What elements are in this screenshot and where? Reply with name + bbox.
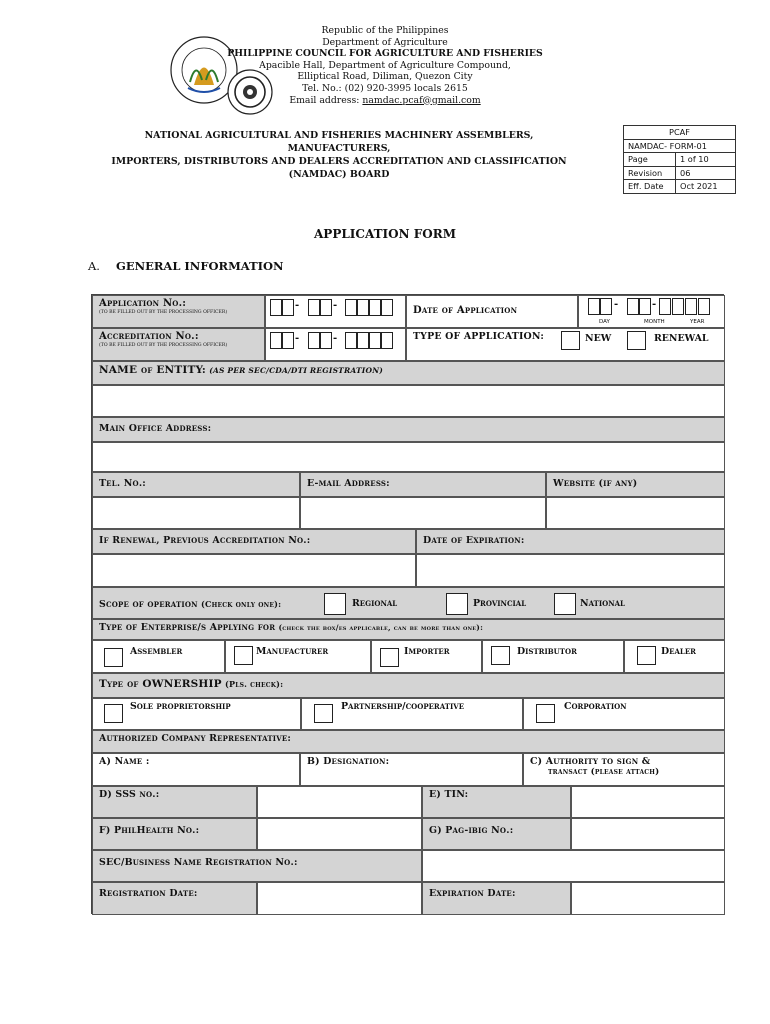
regional-checkbox[interactable]	[324, 593, 346, 615]
application-no-digit[interactable]	[308, 299, 320, 316]
doc-revision-label: Revision	[624, 166, 676, 180]
doc-page-value: 1 of 10	[676, 153, 736, 167]
authorized-rep-label: Authorized Company Representative:	[99, 733, 292, 744]
scope-label: Scope of operation	[99, 599, 198, 610]
email-address-input[interactable]	[300, 497, 546, 529]
corporation-label: Corporation	[564, 701, 627, 712]
pagibig-label-cell	[422, 818, 571, 850]
date-of-expiration-input[interactable]	[416, 554, 725, 587]
tin-label: E) TIN:	[429, 789, 469, 800]
prev-accreditation-label-cell	[92, 529, 416, 554]
rep-designation-label: B) Designation:	[307, 756, 390, 767]
accreditation-no-digit[interactable]	[369, 332, 381, 349]
enterprise-label: Type of Enterprise/s Applying for	[99, 622, 276, 633]
scope-note: (Check only one):	[201, 599, 282, 609]
national-checkbox[interactable]	[554, 593, 576, 615]
header-line: PHILIPPINE COUNCIL FOR AGRICULTURE AND FISHERIES	[227, 48, 543, 60]
form-title: APPLICATION FORM	[314, 227, 456, 241]
application-no-digit[interactable]	[381, 299, 393, 316]
header-line: Tel. No.: (02) 920-3995 locals 2615	[302, 82, 468, 94]
main-office-address-label: Main Office Address:	[99, 423, 212, 434]
application-no-digit[interactable]	[345, 299, 357, 316]
application-no-digit[interactable]	[357, 299, 369, 316]
pagibig-label: G) Pag-ibig No.:	[429, 825, 514, 836]
accreditation-no-digit[interactable]	[282, 332, 294, 349]
day-digit[interactable]	[588, 298, 600, 315]
document-info-table	[623, 125, 736, 194]
website-label: Website (if any)	[553, 478, 638, 489]
day-digit[interactable]	[600, 298, 612, 315]
expiration-date-label-cell	[422, 882, 571, 915]
registration-date-label: Registration Date:	[99, 888, 198, 899]
accreditation-no-digit[interactable]	[357, 332, 369, 349]
section-title: GENERAL INFORMATION	[116, 259, 284, 273]
doc-eff-label: Eff. Date	[624, 180, 676, 194]
corporation-checkbox[interactable]	[536, 704, 555, 723]
manufacturer-label: Manufacturer	[256, 646, 329, 657]
provincial-checkbox[interactable]	[446, 593, 468, 615]
distributor-checkbox[interactable]	[491, 646, 510, 665]
sss-label: D) SSS no.:	[99, 789, 160, 800]
board-title-line: (NAMDAC) BOARD	[288, 169, 390, 180]
accreditation-no-digit[interactable]	[308, 332, 320, 349]
accreditation-no-digit[interactable]	[381, 332, 393, 349]
pagibig-input[interactable]	[571, 818, 725, 850]
rep-authority-note: transact (please attach)	[548, 767, 660, 777]
header-line: Department of Agriculture	[322, 36, 448, 48]
main-office-address-label-cell	[92, 417, 725, 442]
ownership-label: Type of OWNERSHIP	[99, 678, 222, 690]
section-heading	[88, 259, 284, 273]
sec-registration-input[interactable]	[422, 850, 725, 882]
doc-eff-value: Oct 2021	[676, 180, 736, 194]
year-digit[interactable]	[659, 298, 671, 315]
application-no-label-cell	[92, 295, 265, 328]
registration-date-label-cell	[92, 882, 257, 915]
expiration-date-label: Expiration Date:	[429, 888, 516, 899]
importer-checkbox[interactable]	[380, 648, 399, 667]
philhealth-input[interactable]	[257, 818, 422, 850]
new-label: NEW	[585, 333, 612, 344]
tel-no-label: Tel. No.:	[99, 478, 146, 489]
email-link[interactable]: namdac.pcaf@gmail.com	[362, 94, 481, 106]
rep-name-cell[interactable]	[92, 753, 300, 786]
name-of-entity-label-cell	[92, 361, 725, 385]
email-address-label-cell	[300, 472, 546, 497]
application-no-digit[interactable]	[320, 299, 332, 316]
rep-designation-cell[interactable]	[300, 753, 523, 786]
distributor-label: Distributor	[517, 646, 577, 657]
enterprise-type-label-cell	[92, 619, 725, 640]
board-title-line: NATIONAL AGRICULTURAL AND FISHERIES MACHINERY ASSEMBLERS, MANUFACTURERS,	[144, 130, 534, 154]
application-no-label: Application No.:	[99, 298, 187, 309]
date-of-application-cell	[406, 295, 578, 328]
year-digit[interactable]	[685, 298, 697, 315]
main-office-address-input[interactable]	[92, 442, 725, 472]
accreditation-no-label-cell	[92, 328, 265, 361]
rep-authority-cell[interactable]	[523, 753, 725, 786]
manufacturer-checkbox[interactable]	[234, 646, 253, 665]
type-of-application-label: TYPE OF APPLICATION:	[413, 331, 545, 342]
partnership-label: Partnership/cooperative	[341, 701, 465, 712]
name-of-entity-input[interactable]	[92, 385, 725, 417]
header-line: Republic of the Philippines	[321, 25, 449, 36]
header-line: Apacible Hall, Department of Agriculture Compound,	[259, 59, 511, 71]
sole-proprietorship-checkbox[interactable]	[104, 704, 123, 723]
enterprise-note: (check the box/es applicable, can be more than one):	[278, 623, 484, 632]
assembler-label: Assembler	[130, 646, 183, 657]
day-label: DAY	[599, 319, 610, 325]
year-digit[interactable]	[698, 298, 710, 315]
sec-registration-label-cell	[92, 850, 422, 882]
name-of-entity-note: (AS PER SEC/CDA/DTI REGISTRATION)	[209, 366, 384, 375]
registration-date-input[interactable]	[257, 882, 422, 915]
date-of-expiration-label: Date of Expiration:	[423, 535, 525, 546]
sss-label-cell	[92, 786, 257, 818]
accreditation-no-note: (TO BE FILLED OUT BY THE PROCESSING OFFICER)	[99, 343, 228, 348]
month-label: MONTH	[644, 319, 665, 325]
agency-header	[0, 25, 770, 106]
renewal-checkbox[interactable]	[627, 331, 646, 350]
month-digit[interactable]	[627, 298, 639, 315]
accreditation-no-digit[interactable]	[270, 332, 282, 349]
ownership-note: (Pls. check):	[225, 679, 284, 689]
importer-label: Importer	[404, 646, 450, 657]
rep-name-label: A) Name :	[99, 756, 150, 767]
application-no-digit[interactable]	[270, 299, 282, 316]
partnership-checkbox[interactable]	[314, 704, 333, 723]
section-letter: A.	[88, 259, 100, 273]
tel-no-label-cell	[92, 472, 300, 497]
new-checkbox[interactable]	[561, 331, 580, 350]
renewal-label: RENEWAL	[654, 333, 709, 344]
year-digit[interactable]	[672, 298, 684, 315]
general-information-form	[91, 294, 724, 914]
tin-label-cell	[422, 786, 571, 818]
year-label: YEAR	[690, 319, 705, 325]
application-no-note: (TO BE FILLED OUT BY THE PROCESSING OFFICER)	[99, 310, 228, 315]
dealer-checkbox[interactable]	[637, 646, 656, 665]
header-email-line	[0, 95, 770, 107]
dash-separator: -	[295, 300, 300, 311]
authorized-rep-label-cell	[92, 730, 725, 753]
prev-accreditation-input[interactable]	[92, 554, 416, 587]
tin-input[interactable]	[571, 786, 725, 818]
website-input[interactable]	[546, 497, 725, 529]
email-label: Email address:	[289, 94, 363, 106]
accreditation-no-digit[interactable]	[345, 332, 357, 349]
expiration-date-input[interactable]	[571, 882, 725, 915]
philhealth-label: F) PhilHealth No.:	[99, 825, 200, 836]
doc-page-label: Page	[624, 153, 676, 167]
tel-no-input[interactable]	[92, 497, 300, 529]
doc-org: PCAF	[624, 126, 736, 140]
board-title	[95, 129, 583, 181]
header-line: Elliptical Road, Diliman, Quezon City	[297, 71, 473, 83]
dash-separator: -	[614, 299, 619, 310]
dash-separator: -	[333, 333, 338, 344]
date-of-application-label: Date of Application	[413, 305, 518, 316]
month-digit[interactable]	[639, 298, 651, 315]
sole-proprietorship-label: Sole proprietorship	[130, 701, 231, 712]
board-title-line: IMPORTERS, DISTRIBUTORS AND DEALERS ACCREDITATION AND CLASSIFICATION	[111, 156, 567, 167]
application-no-digit[interactable]	[282, 299, 294, 316]
application-no-digit[interactable]	[369, 299, 381, 316]
dash-separator: -	[333, 300, 338, 311]
date-of-expiration-label-cell	[416, 529, 725, 554]
ownership-label-cell	[92, 673, 725, 698]
dash-separator: -	[295, 333, 300, 344]
doc-code: NAMDAC- FORM-01	[624, 139, 736, 153]
provincial-label: Provincial	[473, 598, 527, 609]
accreditation-no-label: Accreditation No.:	[99, 331, 199, 342]
national-label: National	[580, 598, 625, 609]
prev-accreditation-label: If Renewal, Previous Accreditation No.:	[99, 535, 311, 546]
scope-of-operation-cell	[92, 587, 725, 619]
name-of-entity-label: NAME of ENTITY:	[99, 364, 206, 376]
sss-input[interactable]	[257, 786, 422, 818]
accreditation-no-digit[interactable]	[320, 332, 332, 349]
email-address-label: E-mail Address:	[307, 478, 390, 489]
sec-registration-label: SEC/Business Name Registration No.:	[99, 857, 298, 868]
website-label-cell	[546, 472, 725, 497]
dealer-label: Dealer	[661, 646, 696, 657]
doc-revision-value: 06	[676, 166, 736, 180]
regional-label: Regional	[352, 598, 398, 609]
rep-authority-label: C) Authority to sign &	[530, 756, 651, 767]
philhealth-label-cell	[92, 818, 257, 850]
assembler-checkbox[interactable]	[104, 648, 123, 667]
dash-separator: -	[652, 299, 657, 310]
